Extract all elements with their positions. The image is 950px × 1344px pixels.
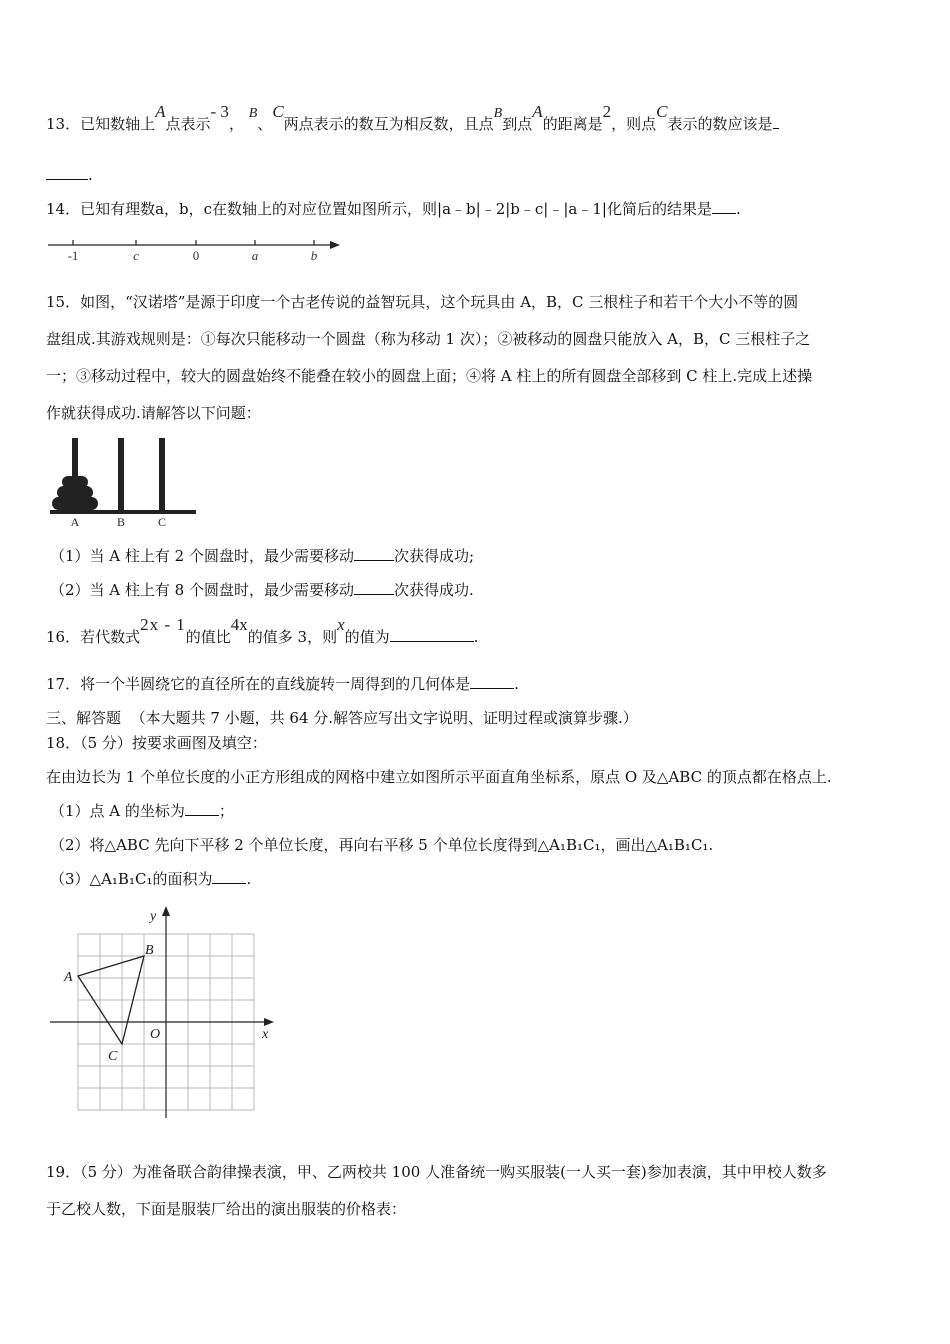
- q18-sub1-text: （1）点 A 的坐标为: [50, 802, 185, 820]
- q16-text-4: 的值为: [344, 628, 390, 646]
- q15-line-3: 一；③移动过程中，较大的圆盘始终不能叠在较小的圆盘上面；④将 A 柱上的所有圆盘全部移到 C 柱上.完成上述操: [46, 367, 813, 385]
- answer-blank: [46, 165, 88, 180]
- section-3-heading: [46, 708, 638, 728]
- q14-text: 已知有理数a，b，c在数轴上的对应位置如图所示，则|a﹣b|﹣2|b﹣c|﹣|a﹣1|化简后的结果是: [80, 200, 712, 218]
- q15-line-2: 盘组成.其游戏规则是：①每次只能移动一个圆盘（称为移动 1 次）；②被移动的圆盘只能放入 A，B，C 三根柱子之: [46, 330, 811, 348]
- q14-line: [46, 199, 741, 219]
- q16-text-2: 的值比: [185, 628, 231, 646]
- pole-label-c: C: [157, 515, 167, 528]
- label-0: 0: [192, 248, 200, 263]
- label-c: c: [133, 248, 139, 263]
- label-b: b: [310, 248, 318, 263]
- q18-head: 18．（5 分）按要求画图及填空：: [46, 734, 267, 752]
- q18-sub1-tail: ；: [218, 802, 234, 820]
- vertex-a-label: A: [64, 970, 73, 985]
- q15-sub2-text: （2）当 A 柱上有 8 个圆盘时，最少需要移动: [50, 581, 354, 599]
- math-B: B: [248, 106, 258, 121]
- q13-text-5: 两点表示的数互为相反数，且点: [283, 115, 494, 133]
- math-A: A: [155, 102, 166, 121]
- q16-text-3: 的值多 3，则: [247, 628, 338, 646]
- q13-text-9: 表示的数应该是: [667, 115, 773, 133]
- q15-sub1-tail: 次获得成功;: [394, 547, 475, 565]
- number-line-figure: [46, 234, 346, 266]
- q15-line-4: 作就获得成功.请解答以下问题：: [46, 404, 261, 422]
- q18-sub3: [50, 869, 251, 889]
- math-2x-minus-1: 2x - 1: [140, 615, 186, 634]
- q13-line-2: [46, 165, 93, 185]
- section-3-note: （本大题共 7 小题，共 64 分.解答应写出文字说明、证明过程或演算步骤.）: [130, 709, 638, 727]
- hanoi-base: [50, 510, 196, 514]
- math-x: x: [337, 615, 345, 634]
- q14-number: 14．: [46, 200, 81, 218]
- q18-intro: 在由边长为 1 个单位长度的小正方形组成的网格中建立如图所示平面直角坐标系，原点 O 及△ABC 的顶点都在格点上.: [46, 768, 832, 786]
- q18-sub3-text: （3）△A₁B₁C₁的面积为: [50, 870, 213, 888]
- q13-text-4: 、: [257, 115, 273, 133]
- q14-end: .: [735, 200, 741, 218]
- q13-text-7: 的距离是: [542, 115, 603, 133]
- q13-text-2: 点表示: [165, 115, 211, 133]
- x-axis-arrow: [264, 1018, 274, 1026]
- q15-sub1: [50, 546, 474, 566]
- pole-label-a: A: [70, 515, 80, 528]
- q15-sub2: [50, 580, 474, 600]
- q16-end: .: [473, 628, 479, 646]
- q15-line-1: 15．如图，“汉诺塔”是源于印度一个古老传说的益智玩具，这个玩具由 A，B，C 三根柱子和若干个大小不等的圆: [46, 293, 799, 311]
- y-axis-label: y: [150, 909, 157, 924]
- vertex-b-label: B: [145, 943, 154, 958]
- section-3-title: 三、解答题: [46, 709, 122, 727]
- hanoi-figure: [46, 430, 201, 528]
- x-axis-label: x: [262, 1027, 269, 1042]
- answer-blank: [185, 801, 219, 816]
- vertex-c-label: C: [108, 1049, 118, 1064]
- disc-large: [52, 497, 98, 510]
- math-minus-3: - 3: [210, 102, 229, 121]
- answer-blank: [470, 674, 514, 689]
- q13-number: 13．: [46, 115, 81, 133]
- math-B-2: B: [493, 106, 503, 121]
- q15-sub2-tail: 次获得成功.: [394, 581, 474, 599]
- math-C-2: C: [656, 102, 668, 121]
- q17-line: [46, 674, 519, 694]
- q16-text-1: 16．若代数式: [46, 628, 141, 646]
- q13-line: [46, 102, 779, 136]
- answer-blank: [354, 546, 394, 561]
- answer-blank: [390, 627, 474, 642]
- math-4x: 4x: [230, 615, 248, 634]
- math-C: C: [272, 102, 284, 121]
- q16-line: [46, 615, 479, 647]
- origin-label: O: [150, 1027, 161, 1042]
- math-A-2: A: [532, 102, 543, 121]
- q17-text: 17．将一个半圆绕它的直径所在的直线旋转一周得到的几何体是: [46, 675, 471, 693]
- y-axis-arrow: [162, 906, 170, 916]
- pole-c: [159, 438, 165, 510]
- number-line-arrow: [330, 241, 340, 249]
- label-minus-1: -1: [67, 248, 79, 263]
- answer-blank: [712, 199, 736, 214]
- pole-b: [118, 438, 124, 510]
- answer-blank: [212, 869, 246, 884]
- q13-text-6: 到点: [502, 115, 533, 133]
- q19-line-1: 19．（5 分）为准备联合韵律操表演，甲、乙两校共 100 人准备统一购买服装(一人买一套)参加表演，其中甲校人数多: [46, 1163, 827, 1181]
- coordinate-grid-figure: [46, 900, 286, 1120]
- q18-sub3-tail: .: [246, 870, 252, 888]
- q19-line-2: 于乙校人数，下面是服装厂给出的演出服装的价格表：: [46, 1200, 407, 1218]
- q15-sub1-text: （1）当 A 柱上有 2 个圆盘时，最少需要移动: [50, 547, 354, 565]
- q18-sub1: [50, 801, 234, 821]
- q13-text-1: 已知数轴上: [80, 115, 156, 133]
- label-a: a: [251, 248, 259, 263]
- answer-blank: [773, 114, 779, 129]
- math-2: 2: [602, 102, 612, 121]
- q13-text-3: ，: [228, 115, 244, 133]
- q13-end: .: [88, 166, 93, 184]
- answer-blank: [354, 580, 394, 595]
- q17-end: .: [514, 675, 519, 693]
- pole-label-b: B: [116, 515, 126, 528]
- q13-text-8: ，则点: [611, 115, 657, 133]
- q18-sub2: （2）将△ABC 先向下平移 2 个单位长度，再向右平移 5 个单位长度得到△A₁B₁C₁，画出△A₁B₁C₁.: [50, 836, 714, 854]
